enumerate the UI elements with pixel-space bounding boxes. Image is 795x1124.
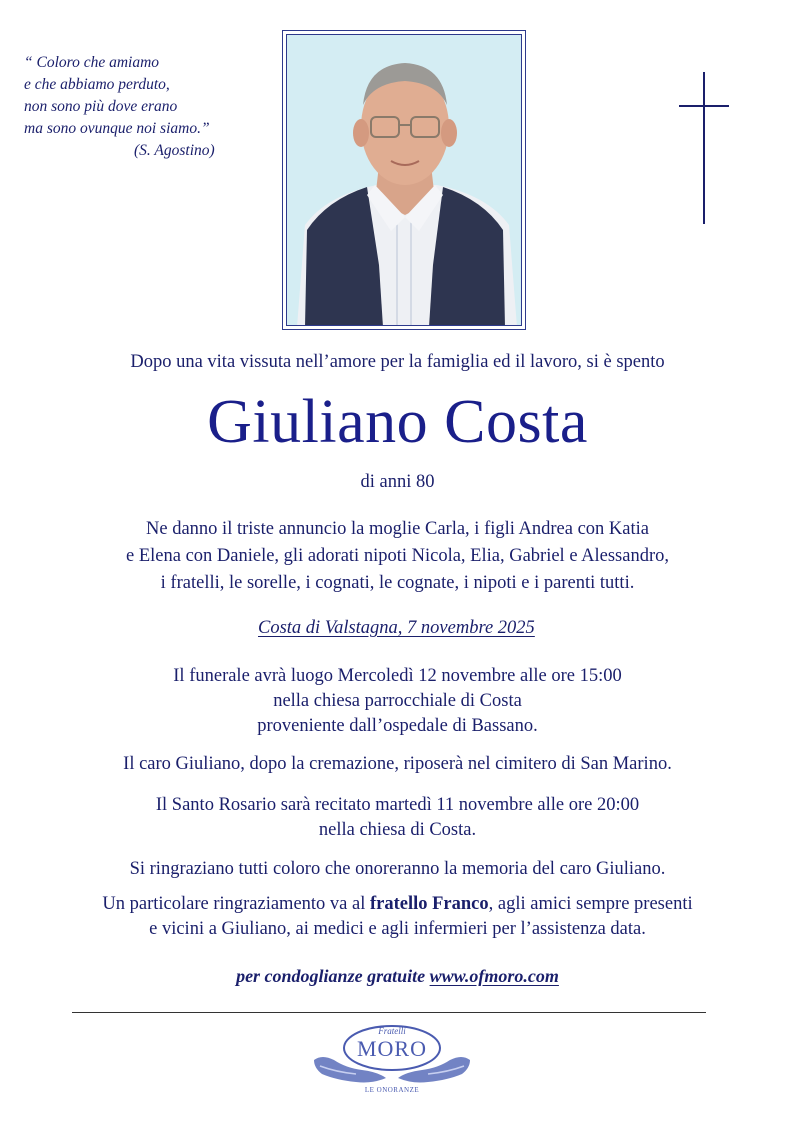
quote-line: e che abbiamo perduto, — [24, 76, 170, 93]
cross-icon — [679, 72, 729, 224]
announcement-line: Ne danno il triste annuncio la moglie Carla, i figli Andrea con Katia — [146, 519, 649, 539]
funeral-line: nella chiesa parrocchiale di Costa — [273, 691, 522, 711]
rosary-line: nella chiesa di Costa. — [318, 820, 477, 840]
funeral-line: proveniente dall’ospedale di Bassano. — [257, 716, 538, 736]
hands-logo-icon — [312, 1020, 472, 1100]
funeral-paragraph — [0, 664, 795, 739]
rosary-paragraph — [0, 793, 795, 843]
portrait-frame — [282, 30, 526, 330]
deceased-name: Giuliano Costa — [207, 388, 588, 456]
special-thanks-after: , agli amici sempre presenti — [488, 894, 693, 914]
company-logo — [312, 1020, 472, 1100]
special-thanks-paragraph — [0, 892, 795, 942]
condolences-text: per condoglianze gratuite — [236, 966, 430, 986]
logo-top-text: Fratelli — [378, 1026, 406, 1036]
quote-block — [24, 52, 274, 162]
condolences-link[interactable]: www.ofmoro.com — [429, 966, 559, 986]
condolences-line — [0, 966, 795, 987]
thanks-text: Si ringraziano tutti coloro che onoreranno la memoria del caro Giuliano. — [129, 859, 666, 879]
intro-text: Dopo una vita vissuta nell’amore per la famiglia ed il lavoro, si è spento — [130, 352, 665, 372]
logo-name-text: MORO — [356, 1036, 428, 1061]
burial-text: Il caro Giuliano, dopo la cremazione, riposerà nel cimitero di San Marino. — [123, 754, 672, 774]
quote-line: “ Coloro che amiamo — [24, 54, 160, 71]
logo-bottom-text: LE ONORANZE — [364, 1086, 420, 1094]
announcement-paragraph — [0, 516, 795, 597]
quote-line: non sono più dove erano — [24, 98, 178, 115]
portrait-illustration — [287, 35, 522, 326]
special-thanks-bold: fratello Franco — [369, 894, 489, 914]
quote-attribution: (S. Agostino) — [134, 142, 215, 159]
divider — [72, 1012, 706, 1013]
portrait-photo — [286, 34, 522, 326]
special-thanks-line: e vicini a Giuliano, ai medici e agli infermieri per l’assistenza data. — [149, 919, 646, 939]
special-thanks-before: Un particolare ringraziamento va al — [102, 894, 370, 914]
funeral-line: Il funerale avrà luogo Mercoledì 12 novembre alle ore 15:00 — [173, 666, 622, 686]
quote-line: ma sono ovunque noi siamo.” — [24, 120, 210, 137]
special-thanks-line — [0, 892, 795, 917]
announcement-line: i fratelli, le sorelle, i cognati, le cognate, i nipoti e i parenti tutti. — [160, 573, 635, 593]
rosary-line: Il Santo Rosario sarà recitato martedì 11 novembre alle ore 20:00 — [155, 795, 640, 815]
announcement-line: e Elena con Daniele, gli adorati nipoti Nicola, Elia, Gabriel e Alessandro, — [126, 546, 669, 566]
deceased-age: di anni 80 — [360, 472, 435, 492]
place-date: Costa di Valstagna, 7 novembre 2025 — [258, 618, 535, 638]
